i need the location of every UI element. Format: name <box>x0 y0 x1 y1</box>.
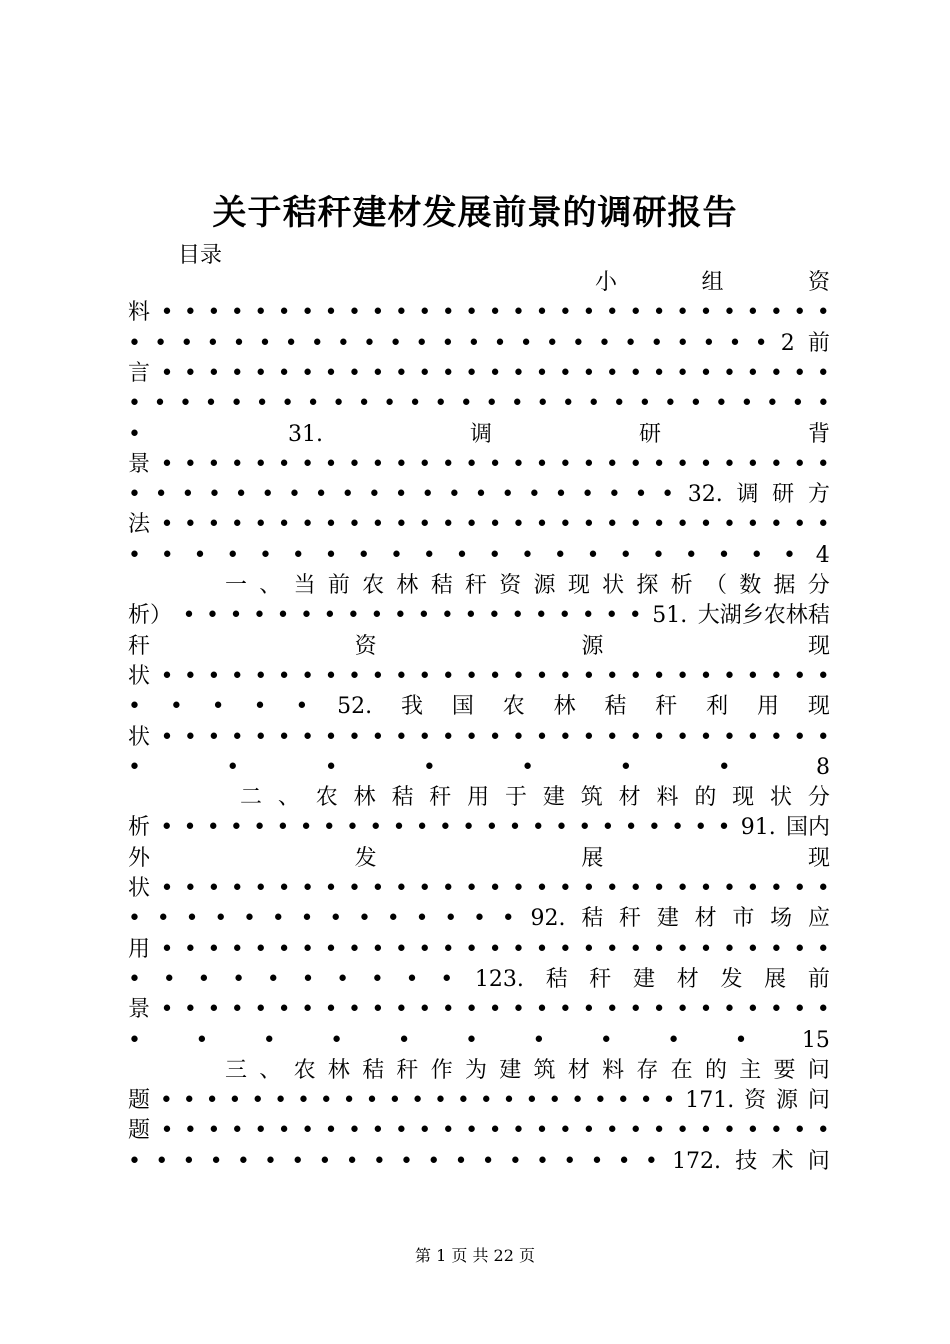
toc-line: • • • • • 52. 我 国 农 林 秸 秆 利 用 现 <box>128 694 830 720</box>
toc-line: 三 、 农 林 秸 秆 作 为 建 筑 材 料 存 在 的 主 要 问 <box>225 1057 830 1083</box>
toc-line: 景 • • • • • • • • • • • • • • • • • • • • • • • • • • • • • <box>128 997 830 1023</box>
toc-line: 用 • • • • • • • • • • • • • • • • • • • • • • • • • • • • • <box>128 936 830 962</box>
toc-line: 析 • • • • • • • • • • • • • • • • • • • • • • • • • 91. 国内 <box>128 815 830 841</box>
toc-line: 题 • • • • • • • • • • • • • • • • • • • • • • • • • • • • • <box>128 1118 830 1144</box>
page-footer: 第 1 页 共 22 页 <box>415 1246 535 1265</box>
toc-line: 状 • • • • • • • • • • • • • • • • • • • • • • • • • • • • • <box>128 876 830 901</box>
toc-line: • • • • • • • • • • • • • • • • • • • • • • • • • • • • <box>128 391 830 417</box>
toc-line: • • • • • • • • • • • • • • • • • • • • • 32. 调 研 方 <box>128 482 830 508</box>
toc-line: 状 • • • • • • • • • • • • • • • • • • • • • • • • • • • • • <box>128 724 830 750</box>
toc-line: 一 、 当 前 农 林 秸 秆 资 源 现 状 探 析 （ 数 据 分 <box>225 573 830 598</box>
toc-line: 二 、 农 林 秸 秆 用 于 建 筑 材 料 的 现 状 分 <box>240 785 830 811</box>
toc-line: 言 • • • • • • • • • • • • • • • • • • • • • • • • • • • • • <box>128 360 830 386</box>
toc-line: 状 • • • • • • • • • • • • • • • • • • • • • • • • • • • • • <box>128 663 830 689</box>
toc-line: 景 • • • • • • • • • • • • • • • • • • • • • • • • • • • • • <box>128 451 830 477</box>
toc-line: • 31. 调 研 背 <box>128 421 830 447</box>
toc-line: 外 发 展 现 <box>128 845 830 871</box>
toc-line: • • • • • • • • • • • • • • • • • • • • • 4 <box>128 542 830 568</box>
toc-line: • • • • • • • 8 <box>128 754 830 780</box>
toc-line: 料 • • • • • • • • • • • • • • • • • • • • • • • • • • • • • <box>128 300 830 326</box>
toc-line: • • • • • • • • • • • • • • • • • • • • • • • • • 2 前 <box>128 330 830 356</box>
toc-label: 目录 <box>178 243 223 268</box>
toc-line: • • • • • • • • • • • • • • 92. 秸 秆 建 材 市 场 应 <box>128 906 830 932</box>
toc-line: • • • • • • • • • • 123. 秸 秆 建 材 发 展 前 <box>128 966 830 992</box>
toc-line: 法 • • • • • • • • • • • • • • • • • • • • • • • • • • • • • <box>128 512 830 538</box>
toc-line: • • • • • • • • • • 15 <box>128 1027 830 1053</box>
toc-line: 题 • • • • • • • • • • • • • • • • • • • • • • • 171. 资 源 问 <box>128 1088 830 1114</box>
toc-line: 秆 资 源 现 <box>128 633 830 659</box>
document-title: 关于秸秆建材发展前景的调研报告 <box>212 193 738 233</box>
toc-line: • • • • • • • • • • • • • • • • • • • • 172. 技 术 问 <box>128 1148 830 1174</box>
toc-line: 小 组 资 <box>595 270 830 295</box>
toc-line: 析） • • • • • • • • • • • • • • • • • • • • 51. 大湖乡农林秸 <box>128 603 830 629</box>
